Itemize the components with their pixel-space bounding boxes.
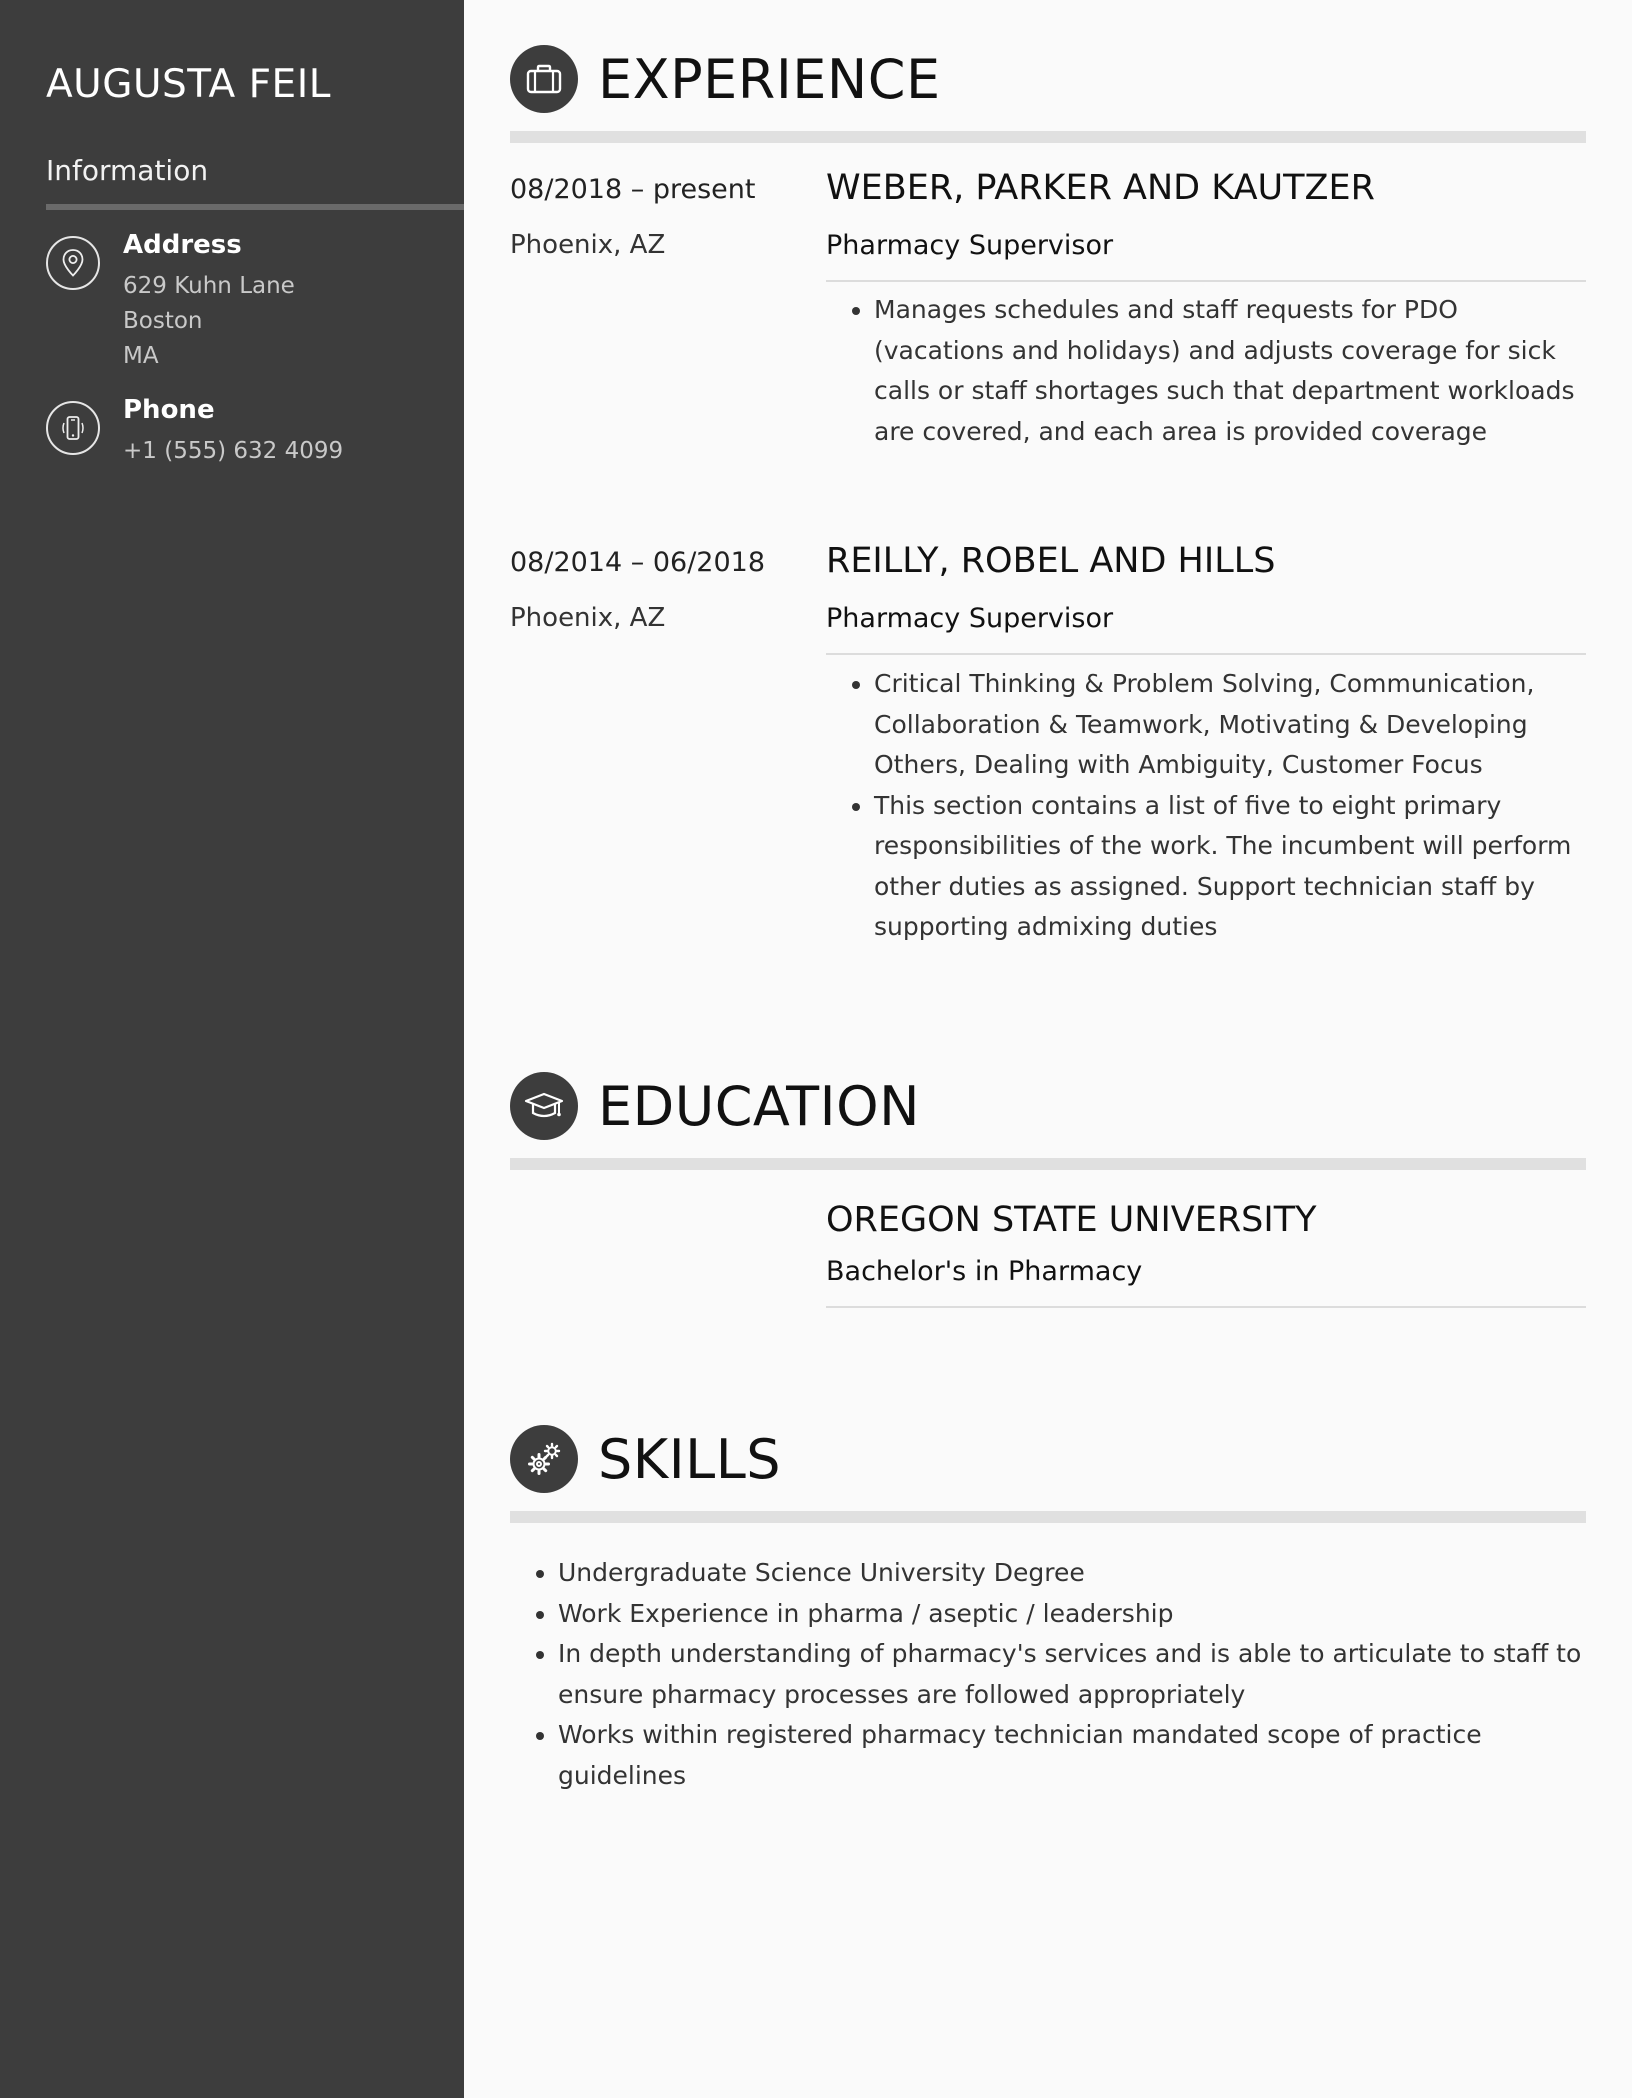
- location-pin-icon: [46, 236, 100, 290]
- skill-item: • Undergraduate Science University Degree: [558, 1553, 1586, 1594]
- phone-label: Phone: [123, 395, 215, 425]
- experience-title: EXPERIENCE: [598, 48, 941, 111]
- job-duties: [826, 290, 1586, 452]
- job-location: Phoenix, AZ: [510, 230, 666, 260]
- job-duty: • Manages schedules and staff requests for PDO (vacations and holidays) and adjusts coverage for sick calls or staff shortages such that department workloads are covered, and each area is provided coverage: [874, 290, 1586, 452]
- job-dates: 08/2018 – present: [510, 174, 756, 205]
- education-entry-divider: [826, 1306, 1586, 1308]
- job-role: Pharmacy Supervisor: [826, 603, 1114, 634]
- education-divider: [510, 1158, 1586, 1170]
- job-duties: [826, 664, 1586, 948]
- gears-icon: [510, 1425, 578, 1493]
- skills-title: SKILLS: [598, 1428, 782, 1491]
- skills-divider: [510, 1511, 1586, 1523]
- address-street: 629 Kuhn Lane: [123, 273, 295, 299]
- address-state: MA: [123, 343, 159, 369]
- degree: Bachelor's in Pharmacy: [826, 1256, 1143, 1287]
- skill-item: • Works within registered pharmacy technician mandated scope of practice guidelines: [558, 1715, 1586, 1796]
- information-divider: [46, 204, 464, 210]
- mobile-phone-icon: [46, 401, 100, 455]
- skill-item: • In depth understanding of pharmacy's services and is able to articulate to staff to ensure pharmacy processes are followed appropriately: [558, 1634, 1586, 1715]
- job-divider: [826, 280, 1586, 282]
- job-divider: [826, 653, 1586, 655]
- job-dates: 08/2014 – 06/2018: [510, 547, 765, 578]
- skill-item: • Work Experience in pharma / aseptic / leadership: [558, 1594, 1586, 1635]
- job-duty: • Critical Thinking & Problem Solving, Communication, Collaboration & Teamwork, Motivating & Developing Others, Dealing with Ambiguity, Customer Focus: [874, 664, 1586, 786]
- address-lines: [123, 269, 295, 374]
- skills-list: [510, 1553, 1586, 1796]
- phone-number[interactable]: +1 (555) 632 4099: [123, 438, 344, 464]
- job-location: Phoenix, AZ: [510, 603, 666, 633]
- briefcase-icon: [510, 45, 578, 113]
- candidate-name: AUGUSTA FEIL: [46, 62, 331, 107]
- job-role: Pharmacy Supervisor: [826, 230, 1114, 261]
- experience-divider: [510, 131, 1586, 143]
- job-company: REILLY, ROBEL AND HILLS: [826, 541, 1276, 581]
- education-title: EDUCATION: [598, 1075, 920, 1138]
- job-company: WEBER, PARKER AND KAUTZER: [826, 168, 1375, 208]
- information-heading: Information: [46, 154, 209, 187]
- address-label: Address: [123, 230, 242, 260]
- school-name: OREGON STATE UNIVERSITY: [826, 1200, 1317, 1240]
- graduation-cap-icon: [510, 1072, 578, 1140]
- job-duty: • This section contains a list of five to eight primary responsibilities of the work. The incumbent will perform other duties as assigned. Support technician staff by supporting admixing duties: [874, 786, 1586, 948]
- address-city: Boston: [123, 308, 203, 334]
- sidebar: [0, 0, 464, 2098]
